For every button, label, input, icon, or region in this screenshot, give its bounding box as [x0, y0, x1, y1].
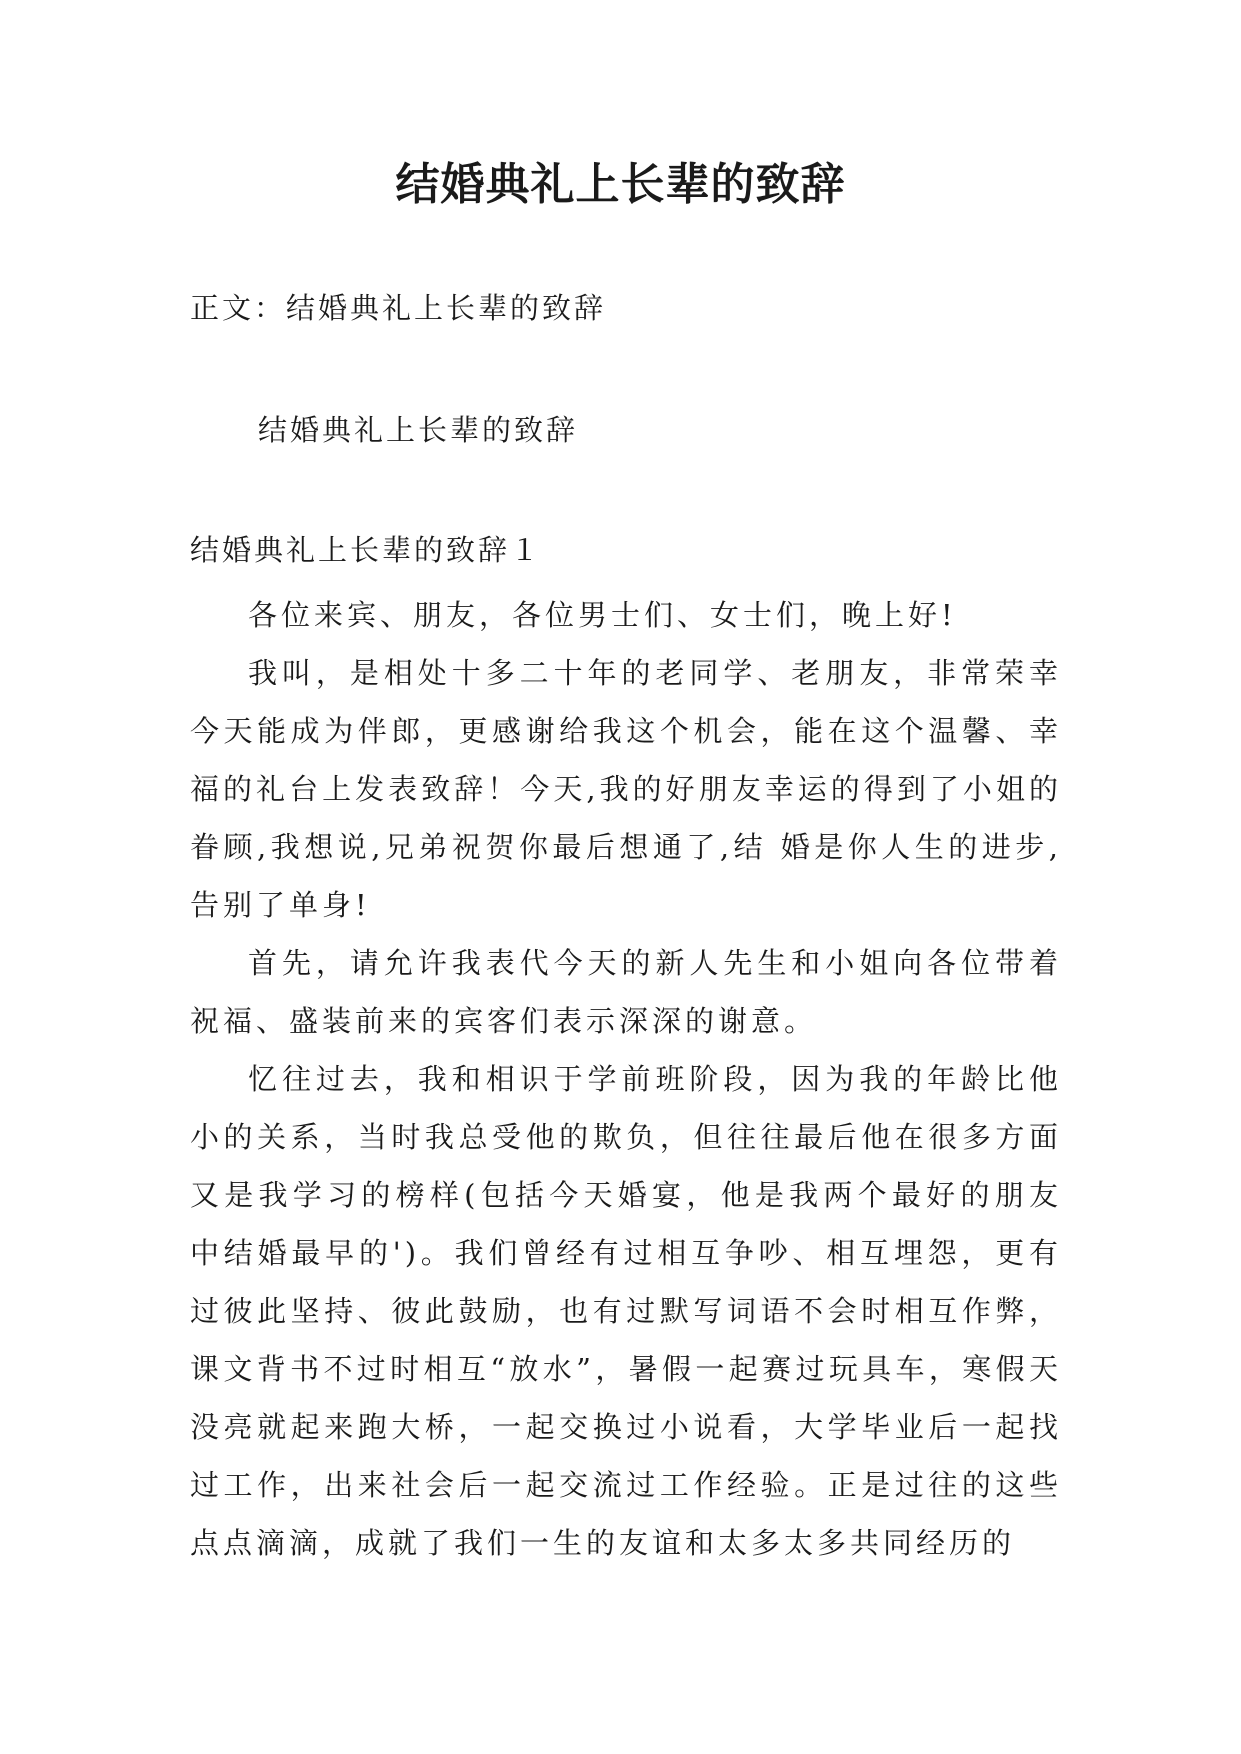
speech-section: [190, 530, 1062, 1572]
paragraph-memories: 忆往过去，我和相识于学前班阶段，因为我的年龄比他小的关系，当时我总受他的欺负，但往往最后他在很多方面又是我学习的榜样(包括今天婚宴，他是我两个最好的朋友中结婚最早的')。我们曾经有过相互争吵、相互埋怨，更有过彼此坚持、彼此鼓励，也有过默写词语不会时相互作弊，课文背书不过时相互“放水”，暑假一起赛过玩具车，寒假天没亮就起来跑大桥，一起交换过小说看，大学毕业后一起找过工作，出来社会后一起交流过工作经验。正是过往的这些点点滴滴，成就了我们一生的友谊和太多太多共同经历的: [190, 1062, 1062, 1560]
paragraph-greeting: 各位来宾、朋友，各位男士们、女士们，晚上好!: [248, 598, 957, 632]
paragraph-thanks: 首先，请允许我表代今天的新人先生和小姐向各位带着祝福、盛装前来的宾客们表示深深的谢意。: [190, 946, 1062, 1038]
section-heading: 结婚典礼上长辈的致辞１: [190, 533, 543, 567]
paragraph-introduction: 我叫，是相处十多二十年的老同学、老朋友，非常荣幸今天能成为伴郎，更感谢给我这个机会，能在这个温馨、幸福的礼台上发表致辞！今天,我的好朋友幸运的得到了小姐的眷顾,我想说,兄弟祝贺你最后想通了,结 婚是你人生的进步,告别了单身!: [190, 656, 1062, 922]
document-meta-line: 正文：结婚典礼上长辈的致辞: [190, 291, 607, 325]
document-title: 结婚典礼上长辈的致辞: [395, 159, 846, 210]
document-subtitle: 结婚典礼上长辈的致辞: [258, 413, 579, 447]
